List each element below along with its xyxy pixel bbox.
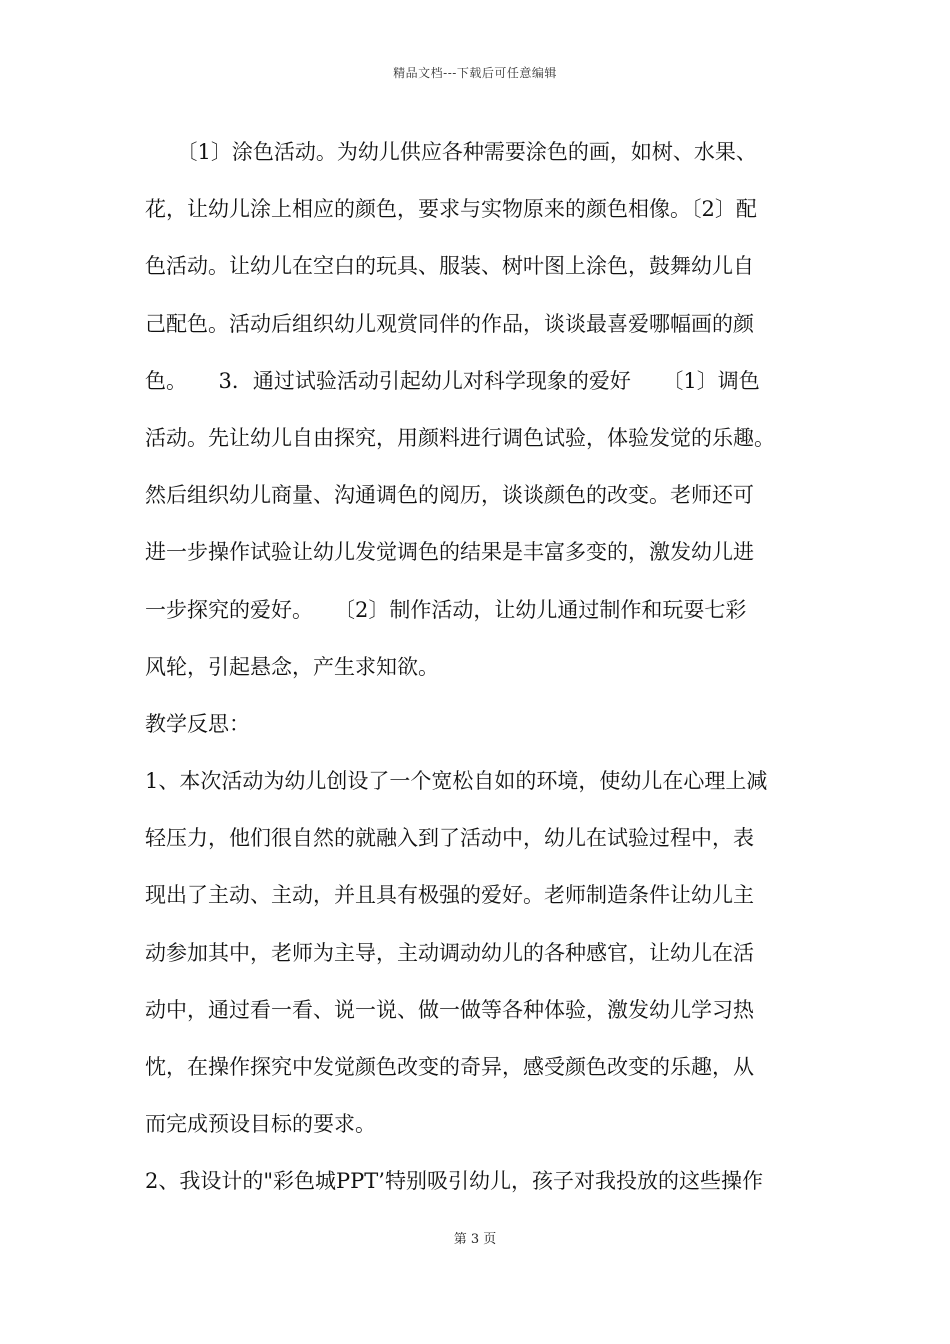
text-line: 色。 3．通过试验活动引起幼儿对科学现象的爱好 〔1〕调色 [145, 368, 760, 393]
text-line: 忱，在操作探究中发觉颜色改变的奇异，感受颜色改变的乐趣，从 [145, 1055, 754, 1079]
text-line: 己配色。活动后组织幼儿观赏同伴的作品，谈谈最喜爱哪幅画的颜 [145, 311, 754, 336]
page-number: 第 3 页 [453, 1232, 497, 1247]
text-line: 进一步操作试验让幼儿发觉调色的结果是丰富多变的，激发幼儿进 [145, 540, 754, 565]
text-line: 一步探究的爱好。 〔2〕制作活动，让幼儿通过制作和玩耍七彩 [145, 597, 747, 622]
text-line: 〔1〕涂色活动。为幼儿供应各种需要涂色的画，如树、水果、 [145, 140, 757, 164]
text-line: 2、我设计的"彩色城PPT’特别吸引幼儿，孩子对我投放的这些操作 [145, 1169, 763, 1194]
page-header: 精品文档---下载后可任意编辑 [393, 66, 557, 80]
text-line: 风轮，引起悬念，产生求知欲。 [145, 654, 439, 679]
text-line: 然后组织幼儿商量、沟通调色的阅历，谈谈颜色的改变。老师还可 [145, 483, 754, 508]
text-line: 动中，通过看一看、说一说、做一做等各种体验，激发幼儿学习热 [145, 997, 754, 1022]
text-line: 活动。先让幼儿自由探究，用颜料进行调色试验，体验发觉的乐趣。 [145, 425, 775, 450]
document-body [145, 124, 821, 1211]
text-line: 动参加其中，老师为主导，主动调动幼儿的各种感官，让幼儿在活 [145, 940, 754, 965]
text-line: 而完成预设目标的要求。 [145, 1112, 376, 1137]
text-line: 花，让幼儿涂上相应的颜色，要求与实物原来的颜色相像。〔2〕配 [145, 197, 757, 222]
text-line: 色活动。让幼儿在空白的玩具、服装、树叶图上涂色，鼓舞幼儿自 [145, 254, 754, 279]
text-line: 轻压力，他们很自然的就融入到了活动中，幼儿在试验过程中，表 [145, 826, 754, 851]
text-line: 1、本次活动为幼儿创设了一个宽松自如的环境，使幼儿在心理上减 [145, 769, 768, 794]
section-heading: 教学反思： [145, 711, 250, 736]
text-line: 现出了主动、主动，并且具有极强的爱好。老师制造条件让幼儿主 [145, 883, 754, 908]
